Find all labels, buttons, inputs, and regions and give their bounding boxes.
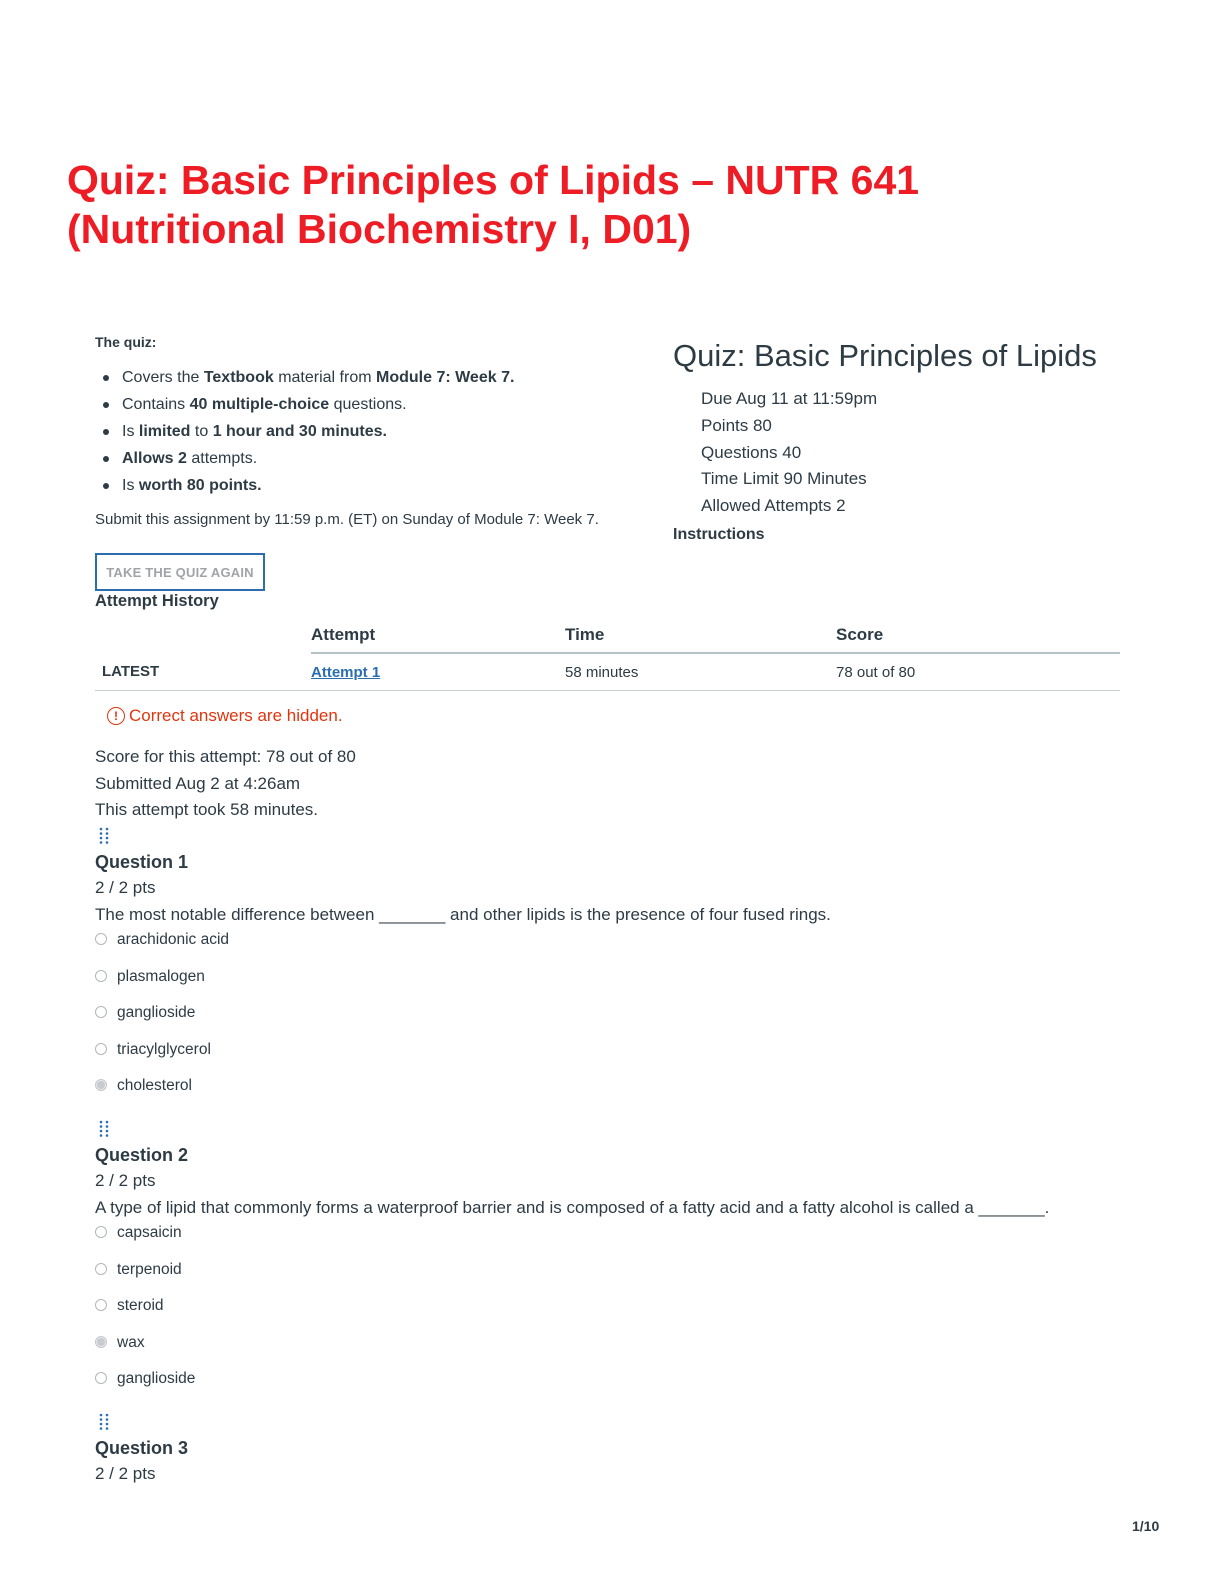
intro-bullet-text: worth 80 points. bbox=[138, 477, 262, 494]
quiz-details-list bbox=[701, 386, 1173, 520]
quiz-intro bbox=[95, 334, 655, 528]
intro-bullet-item bbox=[95, 472, 655, 499]
radio-icon[interactable] bbox=[95, 1226, 107, 1238]
intro-bullet-text: Allows 2 bbox=[122, 450, 187, 467]
time-cell: 58 minutes bbox=[565, 653, 836, 691]
intro-bullet-item bbox=[95, 391, 655, 418]
attempt-1-link[interactable]: Attempt 1 bbox=[311, 663, 381, 681]
question-block bbox=[95, 826, 1125, 1115]
attempt-cell bbox=[311, 653, 565, 691]
answer-option[interactable] bbox=[95, 969, 1125, 1006]
intro-bullet-text: limited bbox=[138, 423, 191, 440]
radio-icon[interactable] bbox=[95, 1372, 107, 1384]
radio-selected-icon[interactable] bbox=[95, 1336, 107, 1348]
warning-circle-icon: ! bbox=[107, 707, 125, 725]
answer-label: triacylglycerol bbox=[117, 1040, 211, 1058]
duration-line: This attempt took 58 minutes. bbox=[95, 800, 318, 819]
time-limit: Time Limit 90 Minutes bbox=[701, 469, 867, 489]
intro-bullet-text: attempts. bbox=[186, 450, 258, 467]
quiz-details-heading: Quiz: Basic Principles of Lipids bbox=[673, 338, 1097, 373]
question-block bbox=[95, 1119, 1125, 1408]
attempt-history-table bbox=[95, 618, 1120, 691]
correct-answers-hidden-notice bbox=[107, 706, 343, 726]
due-date: Due Aug 11 at 11:59pm bbox=[701, 389, 878, 408]
answer-label: ganglioside bbox=[117, 1004, 196, 1022]
question-title: Question 3 bbox=[95, 1438, 189, 1458]
intro-bullet-text: questions. bbox=[329, 396, 407, 413]
answer-option[interactable] bbox=[95, 932, 1125, 969]
document-title-line-2: (Nutritional Biochemistry I, D01) bbox=[67, 206, 692, 252]
intro-bullet-text: 40 multiple-choice bbox=[189, 396, 330, 413]
score-cell: 78 out of 80 bbox=[836, 653, 1120, 691]
intro-bullet-text: 1 hour and 30 minutes. bbox=[212, 423, 387, 440]
question-text: The most notable difference between _______ and other lipids is the presence of four fused rings. bbox=[95, 905, 831, 924]
quiz-intro-label: The quiz: bbox=[95, 334, 157, 350]
radio-icon[interactable] bbox=[95, 1043, 107, 1055]
answer-label: cholesterol bbox=[117, 1077, 192, 1095]
intro-bullet-text: Is bbox=[122, 423, 139, 440]
radio-selected-icon[interactable] bbox=[95, 1079, 107, 1091]
submit-note: Submit this assignment by 11:59 p.m. (ET) on Sunday of Module 7: Week 7. bbox=[95, 511, 599, 528]
attempt-history-header-row bbox=[95, 618, 1120, 653]
latest-label: LATEST bbox=[95, 653, 311, 691]
intro-bullet-text: material from bbox=[273, 369, 376, 386]
questions-count: Questions 40 bbox=[701, 442, 802, 462]
answer-option[interactable] bbox=[95, 1042, 1125, 1079]
answer-label: ganglioside bbox=[117, 1370, 196, 1388]
drag-handle-icon[interactable] bbox=[97, 1412, 111, 1432]
score-line: Score for this attempt: 78 out of 80 bbox=[95, 747, 356, 766]
answer-label: capsaicin bbox=[117, 1224, 182, 1241]
answer-option[interactable] bbox=[95, 1225, 1125, 1262]
question-points: 2 / 2 pts bbox=[95, 1171, 156, 1190]
question-text: A type of lipid that commonly forms a waterproof barrier and is composed of a fatty acid and a fatty alcohol is called a _______. bbox=[95, 1198, 1050, 1217]
answer-option[interactable] bbox=[95, 1005, 1125, 1042]
points-total: Points 80 bbox=[701, 415, 772, 435]
answer-label: terpenoid bbox=[117, 1260, 182, 1278]
question-points: 2 / 2 pts bbox=[95, 878, 156, 897]
header-time: Time bbox=[565, 618, 836, 653]
radio-icon[interactable] bbox=[95, 933, 107, 945]
submitted-line: Submitted Aug 2 at 4:26am bbox=[95, 773, 301, 793]
instructions-label: Instructions bbox=[673, 525, 765, 543]
radio-icon[interactable] bbox=[95, 1006, 107, 1018]
question-title: Question 1 bbox=[95, 852, 189, 872]
radio-icon[interactable] bbox=[95, 1263, 107, 1275]
radio-icon[interactable] bbox=[95, 970, 107, 982]
attempt-history-title: Attempt History bbox=[95, 592, 219, 610]
intro-bullet-text: to bbox=[190, 423, 213, 440]
answer-label: steroid bbox=[117, 1297, 164, 1315]
answer-option[interactable] bbox=[95, 1371, 1125, 1408]
question-points: 2 / 2 pts bbox=[95, 1464, 156, 1483]
intro-bullet-text: Contains bbox=[122, 396, 190, 413]
intro-bullet-item bbox=[95, 364, 655, 391]
intro-bullet-item bbox=[95, 445, 655, 472]
header-blank bbox=[95, 618, 311, 653]
question-title: Question 2 bbox=[95, 1145, 189, 1165]
notice-text: Correct answers are hidden. bbox=[129, 706, 343, 725]
intro-bullet-text: Textbook bbox=[203, 369, 274, 386]
intro-bullet-item bbox=[95, 418, 655, 445]
page-number: 1/10 bbox=[1132, 1518, 1160, 1534]
header-attempt: Attempt bbox=[311, 618, 565, 653]
answer-label: arachidonic acid bbox=[117, 931, 230, 948]
document-title-line-1: Quiz: Basic Principles of Lipids – NUTR 641 bbox=[67, 157, 920, 203]
drag-handle-icon[interactable] bbox=[97, 1119, 111, 1139]
answer-options bbox=[95, 1225, 1125, 1408]
allowed-attempts: Allowed Attempts 2 bbox=[701, 496, 846, 516]
header-score: Score bbox=[836, 618, 1120, 653]
intro-bullet-text: Module 7: Week 7. bbox=[376, 369, 515, 386]
answer-label: plasmalogen bbox=[117, 967, 205, 985]
intro-bullet-text: Covers the bbox=[122, 369, 204, 386]
answer-label: wax bbox=[117, 1333, 145, 1351]
answer-option[interactable] bbox=[95, 1262, 1125, 1299]
answer-option[interactable] bbox=[95, 1335, 1125, 1372]
answer-option[interactable] bbox=[95, 1298, 1125, 1335]
attempt-summary bbox=[95, 744, 356, 824]
question-block bbox=[95, 1412, 1125, 1487]
drag-handle-icon[interactable] bbox=[97, 826, 111, 846]
document-title bbox=[67, 156, 1167, 254]
quiz-intro-bullets bbox=[95, 364, 655, 499]
quiz-details bbox=[673, 338, 1173, 544]
radio-icon[interactable] bbox=[95, 1299, 107, 1311]
intro-bullet-text: Is bbox=[122, 477, 139, 494]
answer-options bbox=[95, 932, 1125, 1115]
table-row bbox=[95, 653, 1120, 691]
answer-option[interactable] bbox=[95, 1078, 1125, 1115]
take-quiz-again-button[interactable]: TAKE THE QUIZ AGAIN bbox=[95, 553, 265, 591]
